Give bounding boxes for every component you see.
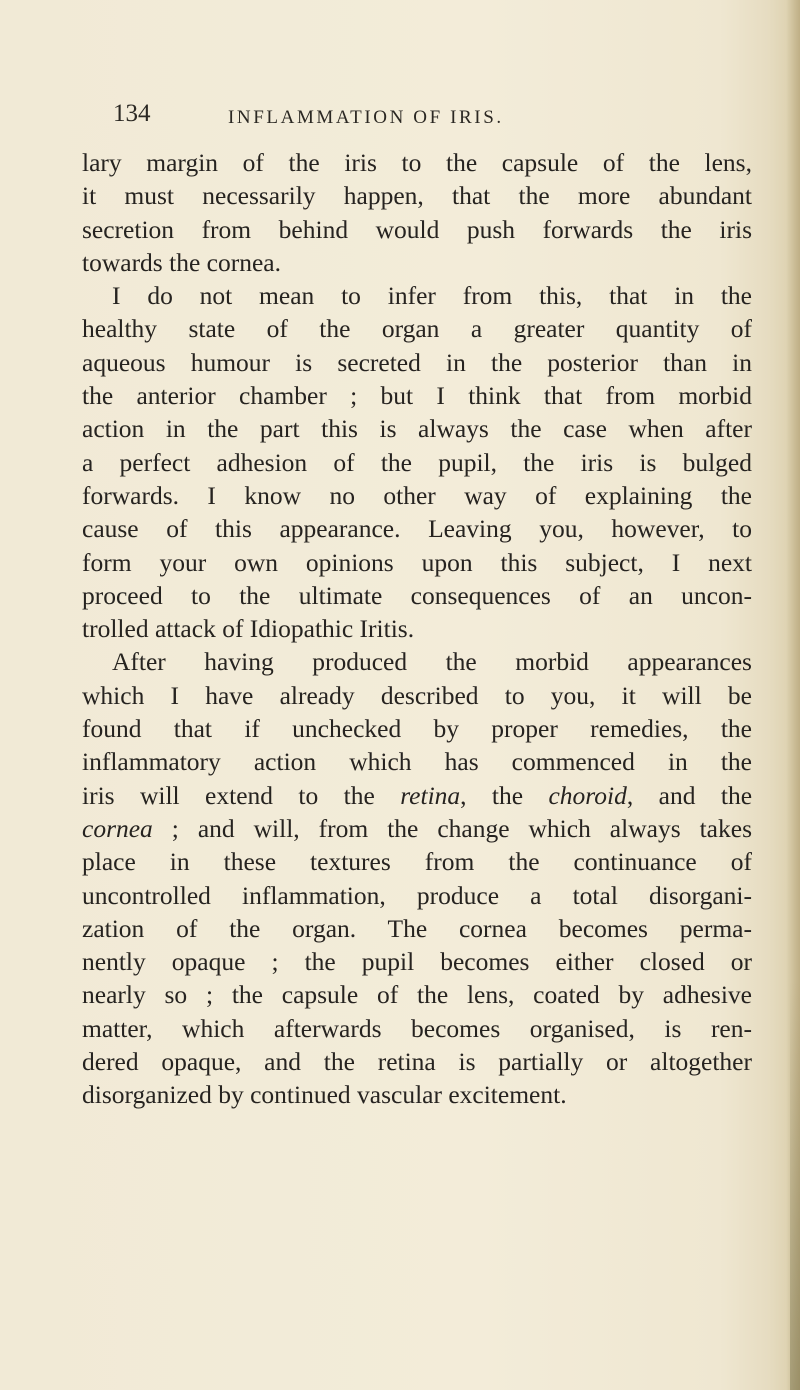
running-title: INFLAMMATION OF IRIS.: [228, 107, 504, 128]
text-line: a perfect adhesion of the pupil, the iris is bulged: [82, 447, 752, 477]
text-line: matter, which afterwards becomes organised, is ren-: [82, 1013, 752, 1043]
text-line: disorganized by continued vascular excitement.: [82, 1080, 567, 1110]
text-line: nently opaque ; the pupil becomes either closed or: [82, 947, 752, 977]
text-run: iris will extend to the: [82, 780, 401, 810]
text-line: form your own opinions upon this subject, I next: [82, 547, 752, 577]
text-line: I do not mean to infer from this, that in the: [112, 281, 752, 311]
text-line: dered opaque, and the retina is partially or altogether: [82, 1047, 752, 1077]
text-line: action in the part this is always the case when after: [82, 414, 752, 444]
italic-term-choroid: choroid: [548, 780, 627, 810]
text-run: , and the: [626, 780, 753, 810]
text-line: zation of the organ. The cornea becomes perma-: [82, 913, 752, 943]
text-line: lary margin of the iris to the capsule of the lens,: [82, 148, 752, 177]
text-line: [82, 779, 752, 812]
text-run: , the: [460, 780, 549, 810]
text-line: it must necessarily happen, that the more abundant: [82, 181, 752, 211]
text-line: forwards. I know no other way of explaining the: [82, 480, 752, 510]
text-run: ; and will, from the change which always takes: [152, 813, 752, 843]
text-line: After having produced the morbid appearances: [112, 647, 752, 677]
text-line: which I have already described to you, it will be: [82, 680, 752, 710]
text-line: uncontrolled inflammation, produce a total disorgani-: [82, 880, 752, 910]
text-line: place in these textures from the continuance of: [82, 847, 752, 877]
page-edge-stain: [790, 980, 800, 1390]
text-line: trolled attack of Idiopathic Iritis.: [82, 614, 415, 644]
text-line: nearly so ; the capsule of the lens, coated by adhesive: [82, 980, 752, 1010]
text-line: towards the cornea.: [82, 247, 281, 277]
italic-term-cornea: cornea: [82, 813, 153, 843]
text-line: inflammatory action which has commenced in the: [82, 747, 752, 777]
text-line: found that if unchecked by proper remedies, the: [82, 714, 752, 744]
body-text: [82, 146, 752, 1112]
text-line: [82, 812, 752, 845]
running-head: [0, 100, 800, 140]
page-number: 134: [113, 100, 151, 127]
italic-term-retina: retina: [400, 780, 461, 810]
text-line: proceed to the ultimate consequences of an uncon-: [82, 580, 752, 610]
text-line: cause of this appearance. Leaving you, however, to: [82, 514, 752, 544]
text-line: aqueous humour is secreted in the posterior than in: [82, 347, 752, 377]
text-line: healthy state of the organ a greater quantity of: [82, 314, 752, 344]
text-line: the anterior chamber ; but I think that from morbid: [82, 381, 752, 411]
text-line: secretion from behind would push forwards the iris: [82, 214, 752, 244]
